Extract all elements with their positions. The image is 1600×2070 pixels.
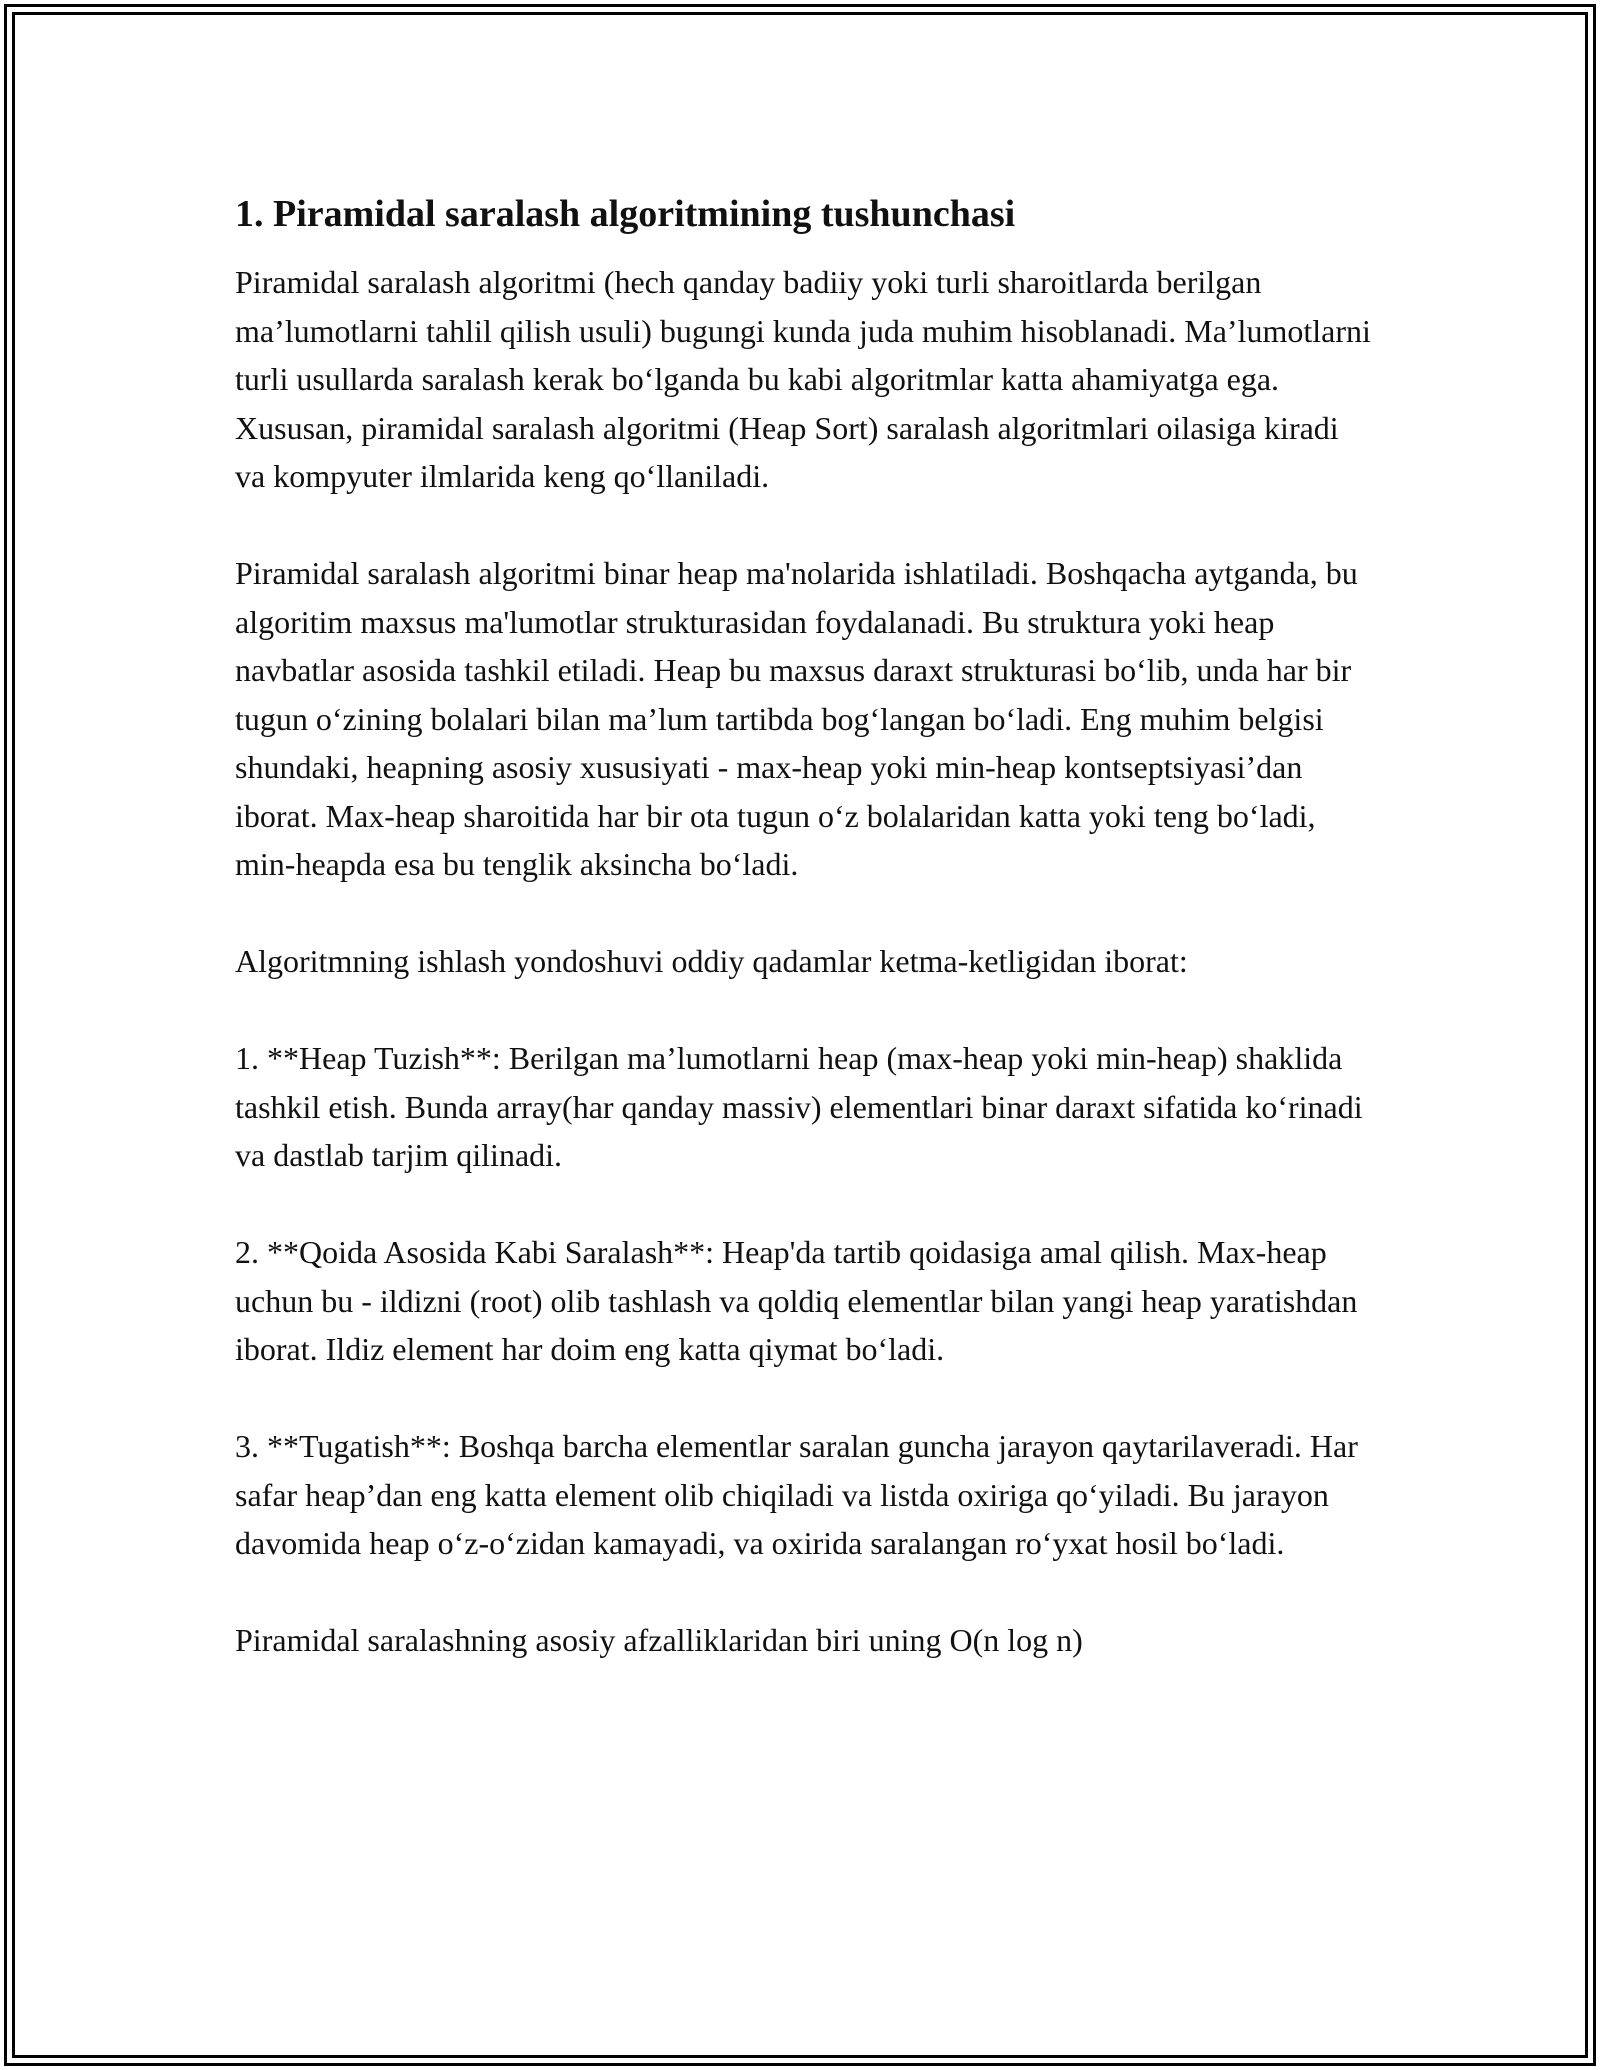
document-body bbox=[235, 186, 1375, 1665]
paragraph-step-1: 1. **Heap Tuzish**: Berilgan ma’lumotlarni heap (max-heap yoki min-heap) shaklida tashkil etish. Bunda array(har qanday massiv) elementlari binar daraxt sifatida ko‘rinadi va dastlab tarjim qilinadi. bbox=[235, 1040, 1363, 1173]
section-heading: 1. Piramidal saralash algoritmining tushunchasi bbox=[235, 193, 1016, 235]
paragraph-step-2: 2. **Qoida Asosida Kabi Saralash**: Heap'da tartib qoidasiga amal qilish. Max-heap uchun bu - ildizni (root) olib tashlash va qoldiq elementlar bilan yangi heap yaratishdan iborat. Ildiz element har doim eng katta qiymat bo‘ladi. bbox=[235, 1234, 1358, 1367]
paragraph-step-3: 3. **Tugatish**: Boshqa barcha elementlar saralan guncha jarayon qaytarilaveradi. Har safar heap’dan eng katta element olib chiqiladi va listda oxiriga qo‘yiladi. Bu jarayon davomida heap o‘z-o‘zidan kamayadi, va oxirida saralangan ro‘yxat hosil bo‘ladi. bbox=[235, 1428, 1358, 1561]
paragraph-steps-intro: Algoritmning ishlash yondoshuvi oddiy qadamlar ketma-ketligidan iborat: bbox=[235, 943, 1188, 979]
paragraph-advantages: Piramidal saralashning asosiy afzalliklaridan biri uning O(n log n) bbox=[235, 1622, 1083, 1658]
paragraph-binary-heap: Piramidal saralash algoritmi binar heap ma'nolarida ishlatiladi. Boshqacha aytganda, bu algoritim maxsus ma'lumotlar strukturasidan foydalanadi. Bu struktura yoki heap navbatlar asosida tashkil etiladi. Heap bu maxsus daraxt strukturasi bo‘lib, unda har bir tugun o‘zining bolalari bilan ma’lum tartibda bog‘langan bo‘ladi. Eng muhim belgisi shundaki, heapning asosiy xususiyati - max-heap yoki min-heap kontseptsiyasi’dan iborat. Max-heap sharoitida har bir ota tugun o‘z bolalaridan katta yoki teng bo‘ladi, min-heapda esa bu tenglik aksincha bo‘ladi. bbox=[235, 555, 1358, 882]
paragraph-intro: Piramidal saralash algoritmi (hech qanday badiiy yoki turli sharoitlarda berilgan ma’lumotlarni tahlil qilish usuli) bugungi kunda juda muhim hisoblanadi. Ma’lumotlarni turli usullarda saralash kerak bo‘lganda bu kabi algoritmlar katta ahamiyatga ega. Xususan, piramidal saralash algoritmi (Heap Sort) saralash algoritmlari oilasiga kiradi va kompyuter ilmlarida keng qo‘llaniladi. bbox=[235, 264, 1371, 494]
